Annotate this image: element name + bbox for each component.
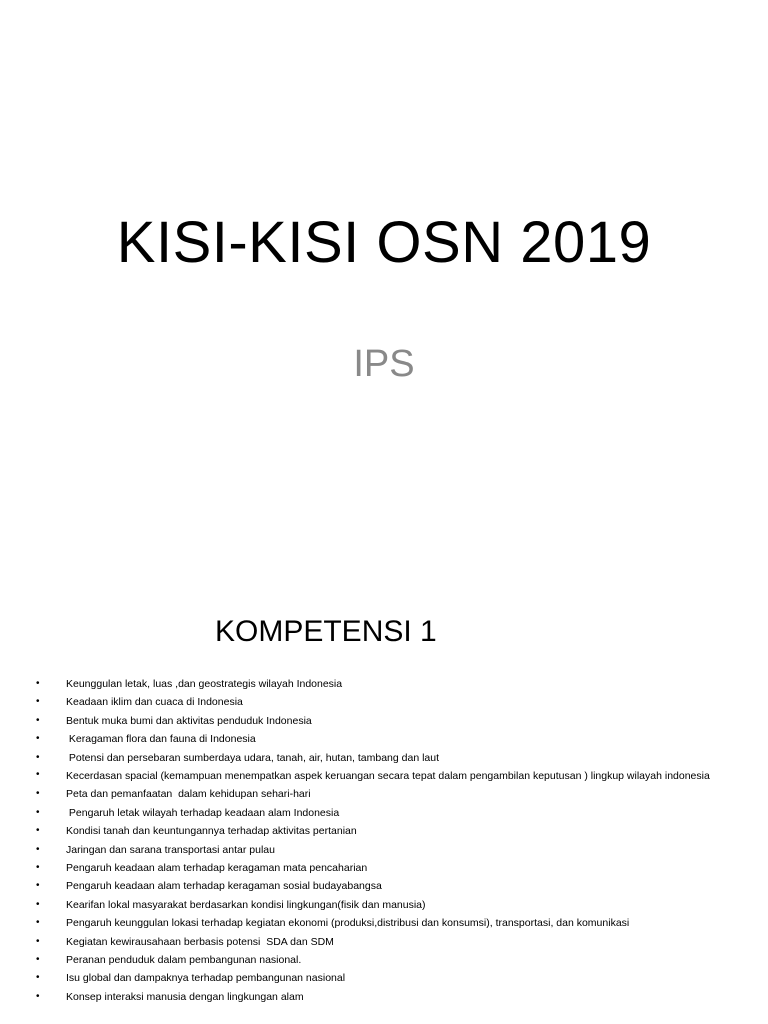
slide-subtitle: IPS: [353, 343, 415, 385]
list-item-text: Keunggulan letak, luas ,dan geostrategis wilayah Indonesia: [66, 678, 343, 690]
competency-list: [36, 675, 736, 1006]
bullet-icon: •: [36, 862, 40, 874]
list-item-text: Isu global dan dampaknya terhadap pembangunan nasional: [66, 972, 346, 985]
list-item-text: Jaringan dan sarana transportasi antar pulau: [66, 843, 275, 856]
list-item: [36, 822, 736, 840]
list-item: [36, 988, 736, 1006]
bullet-icon: •: [36, 954, 40, 966]
list-item: [36, 804, 736, 822]
bullet-icon: •: [36, 898, 40, 910]
bullet-icon: •: [36, 751, 40, 763]
list-item: [36, 951, 736, 969]
list-item: [36, 841, 736, 859]
list-item: [36, 749, 736, 767]
list-item-text: Kondisi tanah dan keuntungannya terhadap aktivitas pertanian: [66, 825, 357, 838]
bullet-icon: •: [36, 678, 40, 689]
list-item-text: Kecerdasan spacial (kemampuan menempatkan aspek keruangan secara tepat dalam pengambilan keputusan ) lingkup wilayah indonesia: [66, 769, 710, 782]
list-item: [36, 785, 736, 803]
list-item: [36, 730, 736, 748]
list-item-text: Kegiatan kewirausahaan berbasis potensi SDA dan SDM: [66, 935, 334, 948]
list-item: [36, 877, 736, 895]
bullet-icon: •: [36, 825, 40, 837]
list-item-text: Pengaruh keadaan alam terhadap keragaman mata pencaharian: [66, 862, 368, 875]
bullet-icon: •: [36, 990, 40, 1002]
list-item-text: Pengaruh keunggulan lokasi terhadap kegiatan ekonomi (produksi,distribusi dan konsumsi), transportasi, dan komunikasi: [66, 917, 630, 930]
list-item-text: Pengaruh keadaan alam terhadap keragaman sosial budayabangsa: [66, 880, 382, 893]
list-item-text: Peta dan pemanfaatan dalam kehidupan sehari-hari: [66, 788, 311, 801]
bullet-icon: •: [36, 696, 40, 708]
list-item: [36, 933, 736, 951]
bullet-icon: •: [36, 733, 40, 745]
bullet-icon: •: [36, 843, 40, 855]
slide-title: KISI-KISI OSN 2019: [116, 210, 652, 275]
list-item-text: Potensi dan persebaran sumberdaya udara, tanah, air, hutan, tambang dan laut: [66, 751, 440, 764]
bullet-icon: •: [36, 880, 40, 892]
list-item-text: Peranan penduduk dalam pembangunan nasional.: [66, 954, 302, 967]
list-item: [36, 914, 736, 932]
list-item-text: Keragaman flora dan fauna di Indonesia: [66, 733, 256, 746]
bullet-icon: •: [36, 788, 40, 800]
list-item-text: Kearifan lokal masyarakat berdasarkan kondisi lingkungan(fisik dan manusia): [66, 898, 426, 911]
bullet-icon: •: [36, 935, 40, 947]
list-item: [36, 969, 736, 987]
section-heading: KOMPETENSI 1: [215, 615, 437, 648]
list-item-text: Pengaruh letak wilayah terhadap keadaan alam Indonesia: [66, 806, 340, 819]
list-item: [36, 675, 736, 693]
bullet-icon: •: [36, 972, 40, 984]
list-item-text: Konsep interaksi manusia dengan lingkungan alam: [66, 990, 304, 1003]
bullet-icon: •: [36, 806, 40, 818]
list-item: [36, 712, 736, 730]
list-item-text: Keadaan iklim dan cuaca di Indonesia: [66, 696, 243, 709]
list-item: [36, 693, 736, 711]
bullet-icon: •: [36, 714, 40, 726]
list-item: [36, 859, 736, 877]
list-item-text: Bentuk muka bumi dan aktivitas penduduk Indonesia: [66, 714, 312, 727]
bullet-icon: •: [36, 917, 40, 929]
list-item: [36, 896, 736, 914]
list-item: [36, 767, 736, 785]
bullet-icon: •: [36, 769, 40, 781]
